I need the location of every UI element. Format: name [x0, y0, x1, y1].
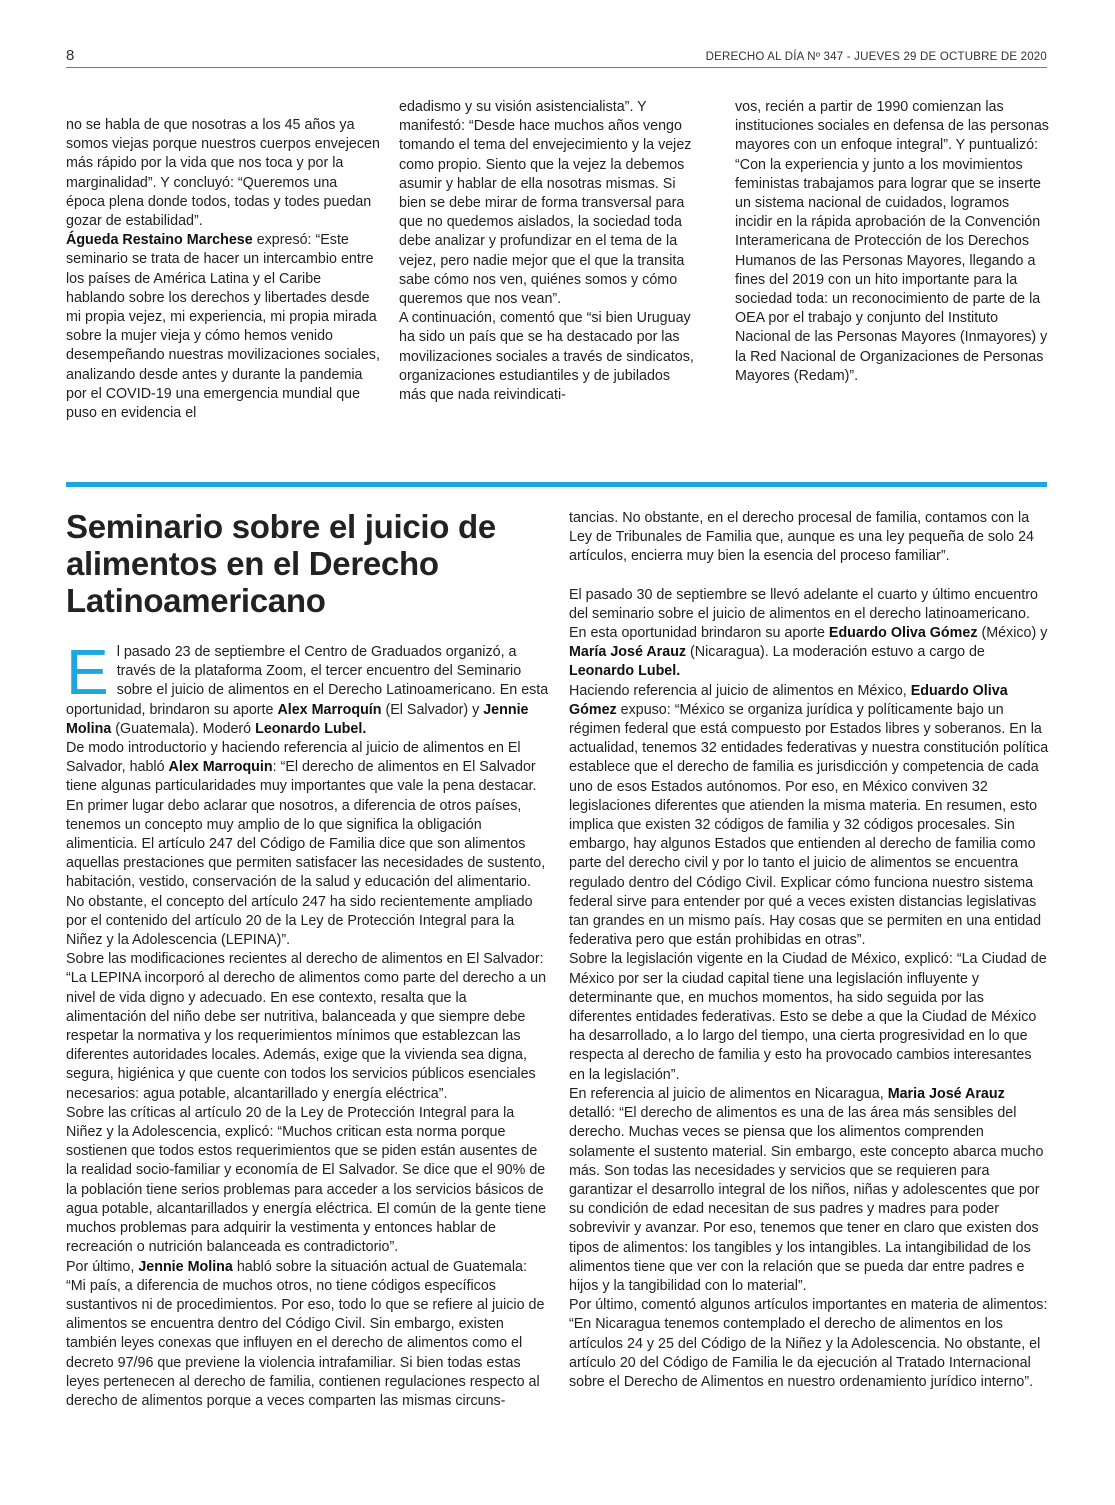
speaker-name: Águeda Restaino Marchese [66, 232, 253, 249]
paragraph: Por último, comentó algunos artículos importantes en materia de alimentos: “En Nicaragua tenemos contemplado el derecho de alimentos en los artículos 24 y 25 del Código de la Niñez y la Adolescencia. No obstante, el artículo 20 del Código de Familia le da ejecución al Tratado Internacional sobre el Derecho de Alimentos en nuestro ordenamiento jurídico interno”. [569, 1297, 1048, 1390]
page-number: 8 [66, 47, 75, 64]
paragraph: no se habla de que nosotras a los 45 años ya somos viejas porque nuestros cuerpos envejecen más rápido por la vida que nos toca y por la marginalidad”. Y concluyó: “Queremos una época plena donde todos, todas y todes puedan gozar de estabilidad”. [66, 117, 380, 230]
top-article-column-1 [66, 116, 380, 423]
publication-info: DERECHO AL DÍA Nº 347 - JUEVES 29 DE OCTUBRE DE 2020 [705, 51, 1047, 63]
top-article-column-3 [735, 98, 1049, 386]
paragraph: En referencia al juicio de alimentos en Nicaragua, Maria José Arauz detalló: “El derecho de alimentos es una de las área más sensibles del derecho. Muchas veces se piensa que los alimentos comprenden solamente el sustento material. Sin embargo, este concepto abarca mucho más. Son todas las necesidades y servicios que se requieren para garantizar el desarrollo integral de los niños, niñas y adolescentes que por su condición de edad necesitan de sus padres y madres para poder sobrevivir y avanzar. Por eso, tenemos que tener en claro que existen dos tipos de alimentos: los tangibles y los intangibles. La intangibilidad de los alimentos tiene que ver con la relación que se pueda dar entre padres e hijos y la tangibilidad con lo material”. [569, 1085, 1044, 1294]
paragraph: Por último, Jennie Molina habló sobre la situación actual de Guatemala: “Mi país, a diferencia de muchos otros, no tiene códigos específicos sustantivos ni de procedimientos. Por eso, todo lo que se refiere al juicio de alimentos se encuentra dentro del Código Civil. Sin embargo, existen también leyes conexas que influyen en el derecho de alimentos como el decreto 97/96 que previene la violencia intrafamiliar. Si bien todas estas leyes pertenecen al derecho de familia, contienen regulaciones respecto al derecho de alimentos porque a veces comparten las mismas circuns- [66, 1258, 545, 1409]
paragraph: Águeda Restaino Marchese expresó: “Este seminario se trata de hacer un intercambio entre los países de América Latina y el Caribe hablando sobre los derechos y libertades desde mi propia vejez, mi experiencia, mi propia mirada sobre la mujer vieja y cómo hemos venido desempeñando nuestras movilizaciones sociales, analizando desde antes y durante la pandemia por el COVID-19 una emergencia mundial que puso en evidencia el [66, 232, 380, 422]
intro-paragraph: El pasado 23 de septiembre el Centro de Graduados organizó, a través de la plataforma Zoom, el tercer encuentro del Seminario sobre el juicio de alimentos en el Derecho Latinoamericano. En esta oportunidad, brindaron su aporte Alex Marroquín (El Salvador) y Jennie Molina (Guatemala). Moderó Leonardo Lubel. [66, 643, 549, 737]
section-divider [66, 482, 1047, 487]
paragraph: Haciendo referencia al juicio de alimentos en México, Eduardo Oliva Gómez expuso: “México se organiza jurídica y políticamente bajo un régimen federal que está compuesto por Estados libres y soberanos. En la actualidad, tenemos 32 entidades federativas y nuestra constitución política establece que el derecho de familia es jurisdicción y competencia de cada uno de esos Estados autónomos. Por eso, en México conviven 32 legislaciones diferentes que atienden la misma materia. En resumen, esto implica que existen 32 códigos de familia y 32 códigos procesales. Sin embargo, hay algunos Estados que entienden al derecho de familia como parte del derecho civil y por lo tanto el juicio de alimentos se encuentra regulado dentro del Código Civil. Explicar cómo funciona nuestro sistema federal sirve para entender por qué a veces existen distancias legislativas tan grandes en un mismo país. Hay cosas que se permiten en una entidad federativa pero que están prohibidas en otras”. [569, 682, 1049, 949]
paragraph: edadismo y su visión asistencialista”. Y manifestó: “Desde hace muchos años vengo tomando el tema del envejecimiento y la vejez como propio. Siento que la vejez la debemos asumir y hablar de ella nosotras mismas. Si bien se debe mirar de forma transversal para que no quedemos aislados, la sociedad toda debe analizar y profundizar en el tema de la vejez, pero nadie mejor que el que la transita sabe cómo nos ven, quiénes somos y cómo queremos que nos vean”. [399, 99, 692, 308]
article-headline: Seminario sobre el juicio de alimentos en el Derecho Latinoamericano [66, 508, 496, 619]
paragraph: A continuación, comentó que “si bien Uruguay ha sido un país que se ha destacado por las movilizaciones sociales a través de sindicatos, organizaciones estudiantiles y de jubilados más que nada reivindicati- [399, 310, 694, 404]
article-column-2 [569, 509, 1049, 1392]
paragraph: Sobre las modificaciones recientes al derecho de alimentos en El Salvador: “La LEPINA incorporó al derecho de alimentos como parte del derecho a un nivel de vida digno y adecuado. En ese contexto, resalta que la alimentación del niño debe ser nutritiva, balanceada y que siempre debe respetar la normativa y los requerimientos mínimos que establezcan las diferentes autoridades locales. Además, exige que la vivienda sea digna, segura, higiénica y que cuente con todos los servicios públicos esenciales necesarios: agua potable, alcantarillado y energía eléctrica”. [66, 951, 547, 1102]
paragraph: tancias. No obstante, en el derecho procesal de familia, contamos con la Ley de Tribunales de Familia que, aunque es una ley pequeña de solo 24 artículos, encierra muy bien la esencia del proceso familiar”. [569, 510, 1034, 565]
paragraph: El pasado 30 de septiembre se llevó adelante el cuarto y último encuentro del seminario sobre el juicio de alimentos en el derecho latinoamericano. En esta oportunidad brindaron su aporte Eduardo Oliva Gómez (México) y María José Arauz (Nicaragua). La moderación estuvo a cargo de Leonardo Lubel. [569, 586, 1048, 680]
paragraph: Sobre las críticas al artículo 20 de la Ley de Protección Integral para la Niñez y la Adolescencia, explicó: “Muchos critican esta norma porque sostienen que todos estos requerimientos que se piden están ausentes de la realidad socio-familiar y economía de El Salvador. Se dice que el 90% de la población tiene serios problemas para acceder a los servicios básicos de agua potable, alcantarillados y energía eléctrica. El común de la gente tiene muchos problemas para adquirir la vestimenta y entonces hablar de recreación o nutrición balanceada es contradictorio”. [66, 1104, 547, 1256]
article-column-1 [66, 643, 550, 1411]
paragraph: De modo introductorio y haciendo referencia al juicio de alimentos en El Salvador, habló Alex Marroquin: “El derecho de alimentos en El Salvador tiene algunas particularidades muy importantes que vale la pena destacar. En primer lugar debo aclarar que nosotros, a diferencia de otros países, tenemos un concepto muy amplio de lo que significa la obligación alimenticia. El artículo 247 del Código de Familia dice que son alimentos aquellas prestaciones que permiten satisfacer las necesidades de sustento, habitación, vestido, conservación de la salud y educación del alimentario. No obstante, el concepto del artículo 247 ha sido recientemente ampliado por el contenido del artículo 20 de la Ley de Protección Integral para la Niñez y la Adolescencia (LEPINA)”. [66, 740, 546, 949]
paragraph: Sobre la legislación vigente en la Ciudad de México, explicó: “La Ciudad de México por ser la ciudad capital tiene una legislación influyente y determinante que, en muchos momentos, ha sido seguida por las diferentes entidades federativas. Esto se debe a que la Ciudad de México ha desarrollado, a lo largo del tiempo, una cierta progresividad en lo que respecta al derecho de familia y esto ha provocado cambios interesantes en la legislación”. [569, 951, 1047, 1083]
header-divider [66, 67, 1047, 68]
paragraph: vos, recién a partir de 1990 comienzan las instituciones sociales en defensa de las personas mayores con un enfoque integral”. Y puntualizó: “Con la experiencia y junto a los movimientos feministas trabajamos para lograr que se inserte un sistema nacional de cuidados, logramos incidir en la rápida aprobación de la Convención Interamericana de Protección de los Derechos Humanos de las Personas Mayores, llegando a fines del 2019 con un hito importante para la sociedad toda: un reconocimiento de parte de la OEA por el trabajo y conjunto del Instituto Nacional de las Personas Mayores (Inmayores) y la Red Nacional de Organizaciones de Personas Mayores (Redam)”. [735, 99, 1049, 384]
drop-cap: E [66, 643, 109, 708]
top-article-column-2 [399, 98, 699, 405]
